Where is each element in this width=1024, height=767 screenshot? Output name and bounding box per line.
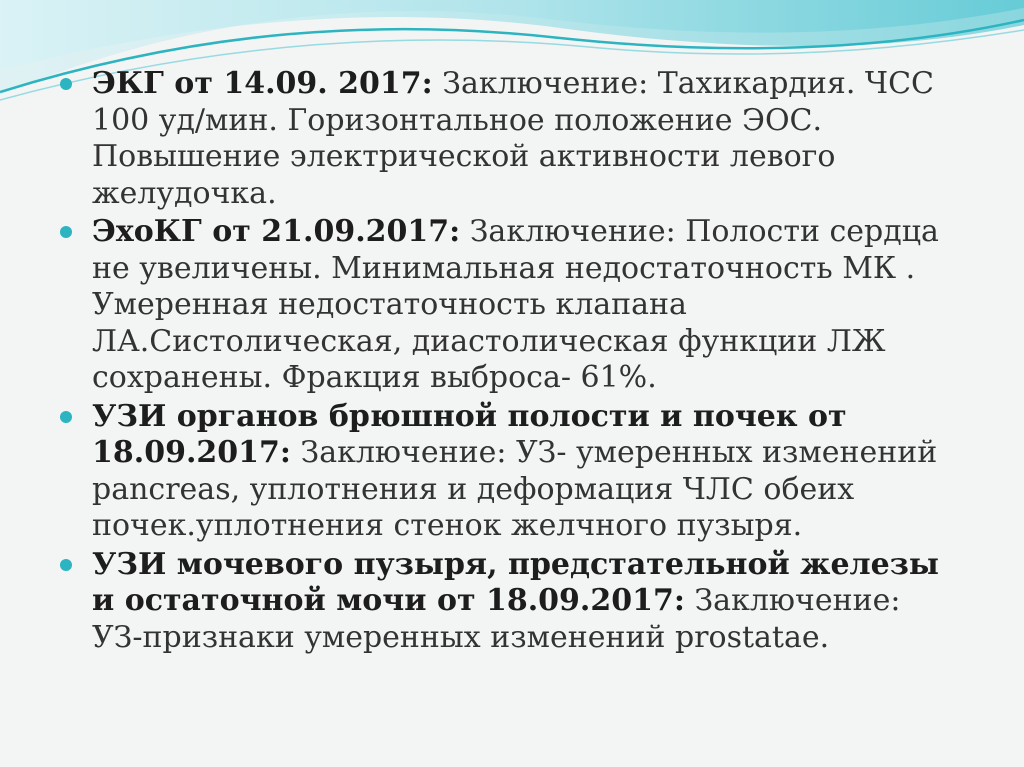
item-label: ЭКГ от 14.09. 2017: bbox=[92, 66, 433, 101]
item-text: Заключение: Полости сердца не увеличены. Минимальная недостаточность МК . Умеренная недостаточность клапана ЛА.Систолическая, диастолическая функции ЛЖ сохранены. Фракция выброса- 61%. bbox=[92, 214, 939, 395]
list-item-ecg bbox=[60, 66, 960, 212]
item-text: Заключение: УЗ-признаки умеренных изменений prostatae. bbox=[92, 583, 901, 655]
round-bullet-icon bbox=[60, 226, 72, 238]
list-item-abdominal-ultrasound bbox=[60, 399, 960, 545]
round-bullet-icon bbox=[60, 78, 72, 90]
item-label: ЭхоКГ от 21.09.2017: bbox=[92, 214, 461, 249]
list-item-echocg bbox=[60, 214, 960, 397]
item-text: Заключение: Тахикардия. ЧСС 100 уд/мин. Горизонтальное положение ЭОС. Повышение электрической активности левого желудочка. bbox=[92, 66, 934, 211]
item-text: Заключение: УЗ- умеренных изменений pancreas, уплотнения и деформация ЧЛС обеих почек.уплотнения стенок желчного пузыря. bbox=[92, 435, 938, 543]
item-label: УЗИ органов брюшной полости и почек от 18.09.2017: bbox=[92, 398, 847, 470]
round-bullet-icon bbox=[60, 411, 72, 423]
item-label: УЗИ мочевого пузыря, предстательной железы и остаточной мочи от 18.09.2017: bbox=[92, 546, 939, 618]
slide-body bbox=[60, 66, 960, 658]
list-item-bladder-prostate-ultrasound bbox=[60, 547, 960, 657]
round-bullet-icon bbox=[60, 559, 72, 571]
